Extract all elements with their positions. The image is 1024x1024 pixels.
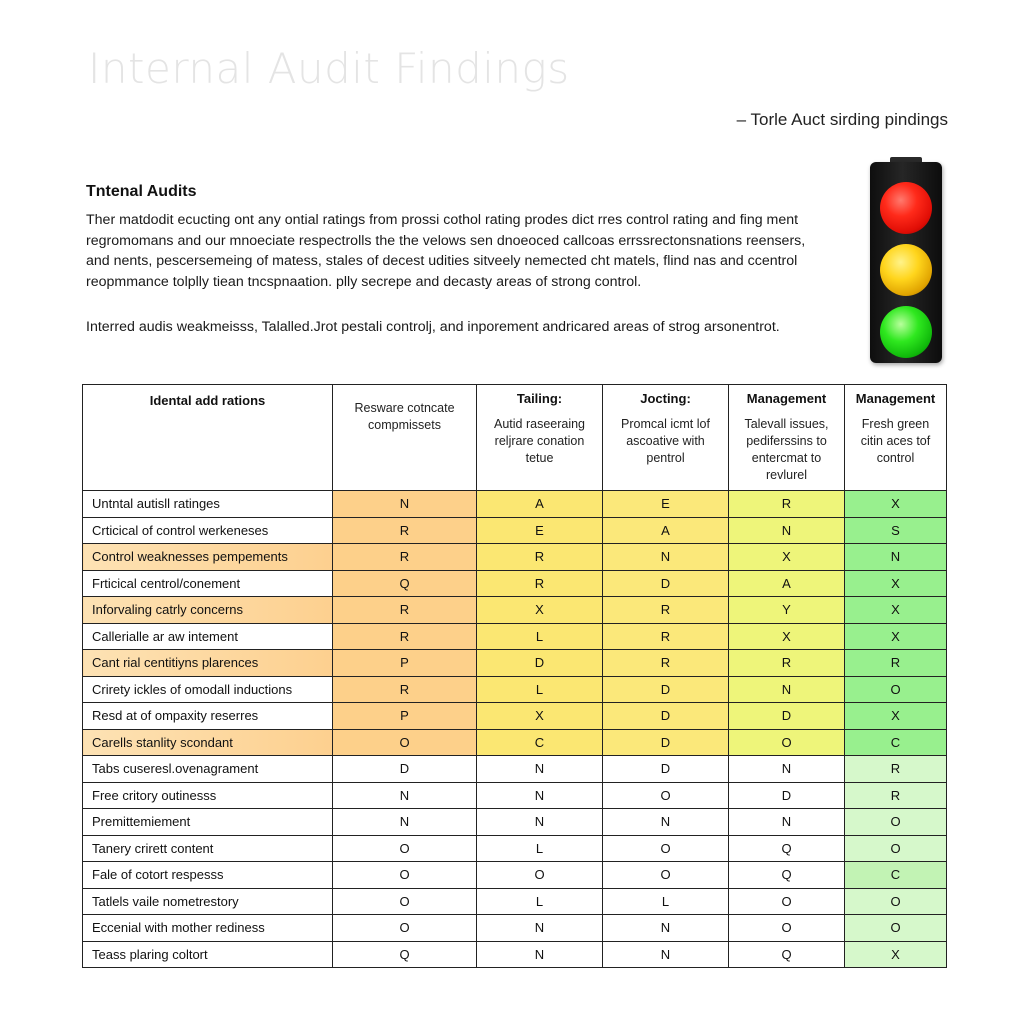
table-cell: O	[729, 888, 845, 915]
table-row	[83, 676, 947, 703]
table-cell: Q	[333, 570, 477, 597]
row-label: Cant rial centitiyns plarences	[83, 650, 333, 677]
table-row	[83, 570, 947, 597]
row-label: Free critory outinesss	[83, 782, 333, 809]
table-cell: O	[333, 862, 477, 889]
table-cell: C	[477, 729, 603, 756]
table-cell: L	[603, 888, 729, 915]
table-row	[83, 915, 947, 942]
table-header-row	[83, 385, 947, 491]
table-cell: D	[603, 676, 729, 703]
table-cell: R	[333, 676, 477, 703]
table-cell: R	[333, 623, 477, 650]
table-cell: Q	[729, 941, 845, 968]
row-label: Teass plaring coltort	[83, 941, 333, 968]
intro-line: and nents, pescersemeing of matess, stales of decest udities sitveely nemected cht matels, flind nas and ccentrol	[86, 253, 798, 269]
row-label: Crirety ickles of omodall inductions	[83, 676, 333, 703]
summary-note: Interred audis weakmeisss, Talalled.Jrot pestali controlj, and inporement andricared areas of strog arsonentrot.	[86, 319, 780, 335]
table-cell: Q	[333, 941, 477, 968]
table-cell: A	[729, 570, 845, 597]
table-cell: X	[729, 623, 845, 650]
table-cell: P	[333, 703, 477, 730]
table-row	[83, 650, 947, 677]
row-label: Untntal autisll ratinges	[83, 491, 333, 518]
table-cell: R	[603, 650, 729, 677]
red-light-icon	[880, 182, 932, 234]
table-cell: R	[477, 570, 603, 597]
table-cell: R	[603, 597, 729, 624]
table-cell: N	[477, 756, 603, 783]
intro-line: Ther matdodit ecucting ont any ontial ratings from prossi cothol rating prodes dict rres control rating and fing ment	[86, 212, 799, 228]
table-cell: S	[845, 517, 947, 544]
table-cell: Q	[729, 862, 845, 889]
table-cell: C	[845, 729, 947, 756]
column-subtitle: Talevall issues, pediferssins to entercmat to revlurel	[744, 417, 829, 482]
table-cell: R	[845, 782, 947, 809]
column-title: Jocting:	[640, 391, 691, 406]
table-row	[83, 756, 947, 783]
table-cell: R	[845, 756, 947, 783]
table-cell: D	[729, 703, 845, 730]
row-label: Frticical centrol/conement	[83, 570, 333, 597]
table-cell: O	[729, 729, 845, 756]
table-cell: O	[333, 888, 477, 915]
table-cell: N	[477, 809, 603, 836]
table-cell: Q	[729, 835, 845, 862]
table-cell: O	[603, 782, 729, 809]
table-cell: E	[477, 517, 603, 544]
column-header	[477, 385, 603, 491]
table-cell: D	[729, 782, 845, 809]
table-cell: X	[845, 703, 947, 730]
row-label: Tanery crirett content	[83, 835, 333, 862]
intro-line: regromomans and our mnoeciate respectrolls the the velows sen dnoeoced callcoas errssrectonsnations reensers,	[86, 232, 806, 249]
table-cell: X	[477, 703, 603, 730]
table-row	[83, 517, 947, 544]
table-cell: N	[729, 756, 845, 783]
table-cell: X	[845, 941, 947, 968]
column-title: Idental add rations	[149, 393, 266, 408]
table-cell: O	[845, 835, 947, 862]
table-cell: O	[603, 835, 729, 862]
table-cell: O	[729, 915, 845, 942]
table-cell: L	[477, 835, 603, 862]
table-cell: L	[477, 888, 603, 915]
green-light-icon	[880, 306, 932, 358]
table-cell: O	[845, 676, 947, 703]
row-label: Inforvaling catrly concerns	[83, 597, 333, 624]
table-cell: O	[603, 862, 729, 889]
table-cell: D	[477, 650, 603, 677]
row-label: Callerialle ar aw intement	[83, 623, 333, 650]
table-cell: D	[333, 756, 477, 783]
table-row	[83, 703, 947, 730]
table-cell: D	[603, 756, 729, 783]
table-cell: N	[729, 517, 845, 544]
table-cell: N	[477, 782, 603, 809]
table-cell: R	[603, 623, 729, 650]
table-cell: R	[729, 650, 845, 677]
table-cell: X	[845, 491, 947, 518]
table-row	[83, 835, 947, 862]
table-cell: N	[603, 915, 729, 942]
column-title: Management	[746, 391, 827, 406]
column-subtitle: Autid raseeraing reljrare conation tetue	[493, 417, 586, 465]
table-cell: N	[729, 809, 845, 836]
row-label: Premittemiement	[83, 809, 333, 836]
table-row	[83, 597, 947, 624]
table-row	[83, 862, 947, 889]
table-cell: X	[845, 597, 947, 624]
table-cell: N	[729, 676, 845, 703]
row-label: Resd at of ompaxity reserres	[83, 703, 333, 730]
table-cell: R	[477, 544, 603, 571]
column-header	[603, 385, 729, 491]
table-row	[83, 491, 947, 518]
table-row	[83, 544, 947, 571]
traffic-light-body	[870, 162, 942, 363]
table-cell: N	[845, 544, 947, 571]
findings-table	[82, 384, 947, 968]
table-cell: X	[477, 597, 603, 624]
table-cell: N	[603, 809, 729, 836]
column-title: Management	[855, 391, 936, 406]
table-cell: C	[845, 862, 947, 889]
table-row	[83, 941, 947, 968]
column-header	[729, 385, 845, 491]
column-header	[845, 385, 947, 491]
table-cell: O	[333, 729, 477, 756]
table-cell: N	[333, 782, 477, 809]
row-label: Fale of cotort respesss	[83, 862, 333, 889]
table-cell: X	[729, 544, 845, 571]
table-cell: P	[333, 650, 477, 677]
column-header	[333, 385, 477, 491]
table-cell: R	[845, 650, 947, 677]
table-cell: N	[333, 809, 477, 836]
table-cell: N	[477, 941, 603, 968]
table-row	[83, 888, 947, 915]
table-cell: R	[729, 491, 845, 518]
column-title: Tailing:	[516, 391, 563, 406]
column-subtitle: Promcal icmt lof ascoative with pentrol	[621, 417, 710, 465]
table-cell: A	[603, 517, 729, 544]
table-row	[83, 782, 947, 809]
table-cell: D	[603, 729, 729, 756]
table-cell: R	[333, 544, 477, 571]
table-row	[83, 623, 947, 650]
table-cell: O	[845, 888, 947, 915]
section-heading: Tntenal Audits	[86, 183, 197, 200]
table-cell: X	[845, 623, 947, 650]
traffic-light-icon	[870, 157, 942, 363]
table-cell: O	[333, 915, 477, 942]
table-cell: N	[603, 941, 729, 968]
row-label: Carells stanlity scondant	[83, 729, 333, 756]
column-subtitle: Fresh green citin aces tof control	[860, 417, 931, 465]
table-cell: X	[845, 570, 947, 597]
table-cell: R	[333, 597, 477, 624]
table-cell: Y	[729, 597, 845, 624]
row-label: Control weaknesses pempements	[83, 544, 333, 571]
table-row	[83, 729, 947, 756]
yellow-light-icon	[880, 244, 932, 296]
table-cell: O	[477, 862, 603, 889]
table-cell: L	[477, 676, 603, 703]
row-label: Tabs cuseresl.ovenagrament	[83, 756, 333, 783]
table-cell: N	[477, 915, 603, 942]
column-header	[83, 385, 333, 491]
intro-line: reopmmance tolplly tiean tncspnaation. plly secrepe and decasty areas of strong control.	[86, 273, 642, 290]
page-title: Internal Audit Findings	[88, 44, 570, 93]
row-label: Eccenial with mother rediness	[83, 915, 333, 942]
table-cell: R	[333, 517, 477, 544]
row-label: Crticical of control werkeneses	[83, 517, 333, 544]
table-cell: D	[603, 703, 729, 730]
table-cell: E	[603, 491, 729, 518]
intro-paragraph	[86, 210, 876, 292]
table-cell: N	[603, 544, 729, 571]
table-cell: D	[603, 570, 729, 597]
table-row	[83, 809, 947, 836]
table-cell: N	[333, 491, 477, 518]
page-subtitle: – Torle Auct sirding pindings	[736, 110, 948, 129]
column-subtitle: Resware cotncate compmissets	[354, 401, 455, 432]
table-cell: A	[477, 491, 603, 518]
row-label: Tatlels vaile nometrestory	[83, 888, 333, 915]
table-cell: L	[477, 623, 603, 650]
table-cell: O	[333, 835, 477, 862]
table-cell: O	[845, 809, 947, 836]
table-cell: O	[845, 915, 947, 942]
